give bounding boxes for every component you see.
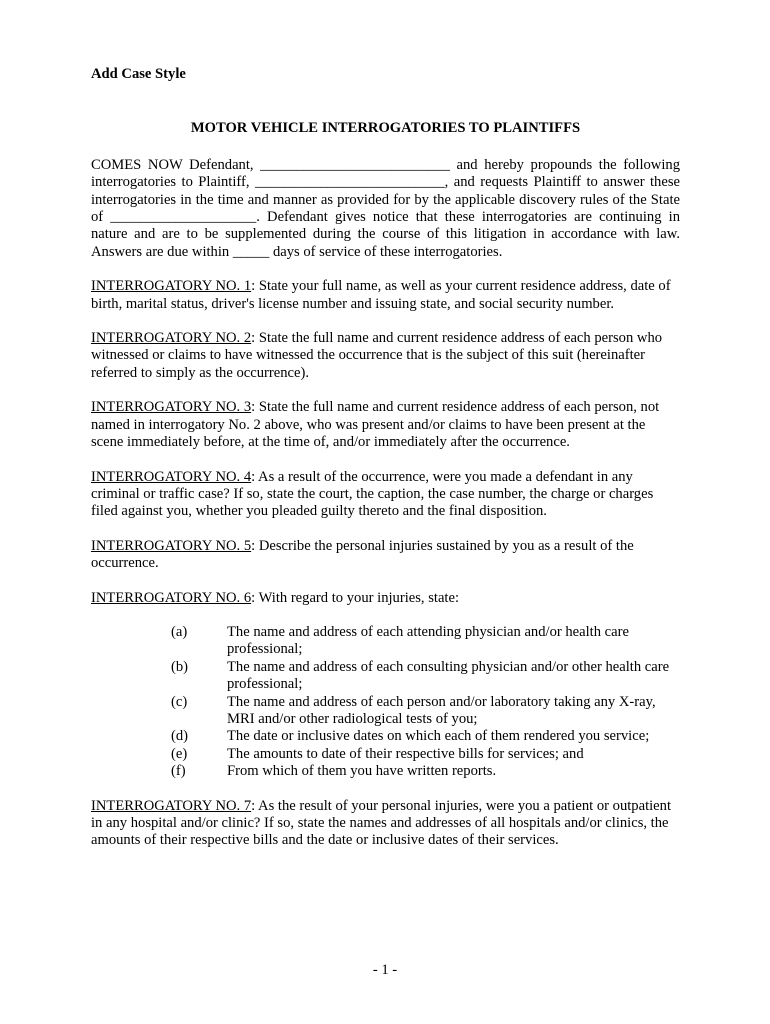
list-item-marker: (c) [171, 693, 188, 710]
interrogatory-text: : State your full name, as well as your current residence address, date of birth, marital status, driver's license number and issuing state, and social security number. [91, 278, 671, 312]
interrogatory-text: : With regard to your injuries, state: [251, 589, 460, 606]
interrogatory-text: : State the full name and current residence address of each person who witnessed or claims to have witnessed the occurrence that is the subject of this suit (hereinafter referred to simply as the occurrence). [91, 330, 663, 381]
interrogatory-label: INTERROGATORY NO. 3 [91, 399, 252, 416]
interrogatory-label: INTERROGATORY NO. 5 [91, 537, 252, 554]
list-item-text: The amounts to date of their respective bills for services; and [227, 745, 584, 762]
injury-subitems-list [91, 624, 680, 781]
interrogatory-5 [91, 538, 680, 573]
document-title: MOTOR VEHICLE INTERROGATORIES TO PLAINTIFFS [190, 120, 581, 137]
list-item-text: From which of them you have written reports. [227, 763, 497, 780]
case-style-heading: Add Case Style [91, 66, 186, 82]
list-item-marker: (e) [171, 745, 188, 762]
interrogatory-text: : As a result of the occurrence, were you made a defendant in any criminal or traffic case? If so, state the court, the caption, the case number, the charge or charges filed against you, whether you pleaded guilty thereto and the final disposition. [91, 468, 654, 520]
interrogatory-7 [91, 798, 680, 850]
list-item [91, 746, 680, 763]
list-item-text: The name and address of each person and/or laboratory taking any X-ray, MRI and/or other radiological tests of you; [227, 693, 656, 727]
list-item-marker: (a) [171, 623, 188, 640]
interrogatory-label: INTERROGATORY NO. 7 [91, 797, 252, 814]
interrogatory-label: INTERROGATORY NO. 1 [91, 278, 252, 295]
list-item-marker: (d) [171, 728, 189, 745]
interrogatory-1 [91, 278, 680, 313]
document-page [91, 66, 680, 867]
interrogatory-text: : As the result of your personal injuries, were you a patient or outpatient in any hospital and/or clinic? If so, state the names and addresses of all hospitals and/or clinics, the amounts of their respective bills and the date or inclusive dates of their services. [91, 797, 672, 849]
intro-paragraph: COMES NOW Defendant, __________________________ and hereby propounds the following interrogatories to Plaintiff, __________________________, and requests Plaintiff to answer these interrogatories in the time and manner as provided for by the applicable discovery rules of the State of ____________________. Defendant gives notice that these interrogatories are continuing in nature and are to be supplemented during the course of this litigation in accordance with law. Answers are due within _____ days of service of these interrogatories. [91, 156, 680, 260]
list-item [91, 694, 680, 729]
list-item [91, 659, 680, 694]
list-item-text: The name and address of each attending physician and/or health care professional; [227, 623, 629, 658]
list-item [91, 624, 680, 659]
list-item-text: The name and address of each consulting physician and/or other health care professional; [227, 658, 670, 693]
list-item [91, 728, 680, 745]
interrogatory-label: INTERROGATORY NO. 2 [91, 330, 252, 347]
list-item-marker: (b) [171, 658, 189, 675]
page-number: - 1 - [372, 962, 398, 978]
list-item-marker: (f) [171, 763, 186, 780]
list-item [91, 763, 680, 780]
list-item-text: The date or inclusive dates on which each of them rendered you service; [227, 728, 650, 745]
interrogatory-6 [91, 590, 680, 607]
interrogatory-label: INTERROGATORY NO. 4 [91, 468, 252, 485]
interrogatory-label: INTERROGATORY NO. 6 [91, 589, 252, 606]
interrogatory-2 [91, 330, 680, 382]
interrogatory-text: : State the full name and current residence address of each person, not named in interrogatory No. 2 above, who was present and/or claims to have been present at the scene immediately before, at the time of, and/or immediately after the occurrence. [91, 399, 660, 451]
interrogatory-4 [91, 469, 680, 521]
interrogatory-text: : Describe the personal injuries sustained by you as a result of the occurrence. [91, 537, 634, 572]
interrogatory-3 [91, 399, 680, 451]
